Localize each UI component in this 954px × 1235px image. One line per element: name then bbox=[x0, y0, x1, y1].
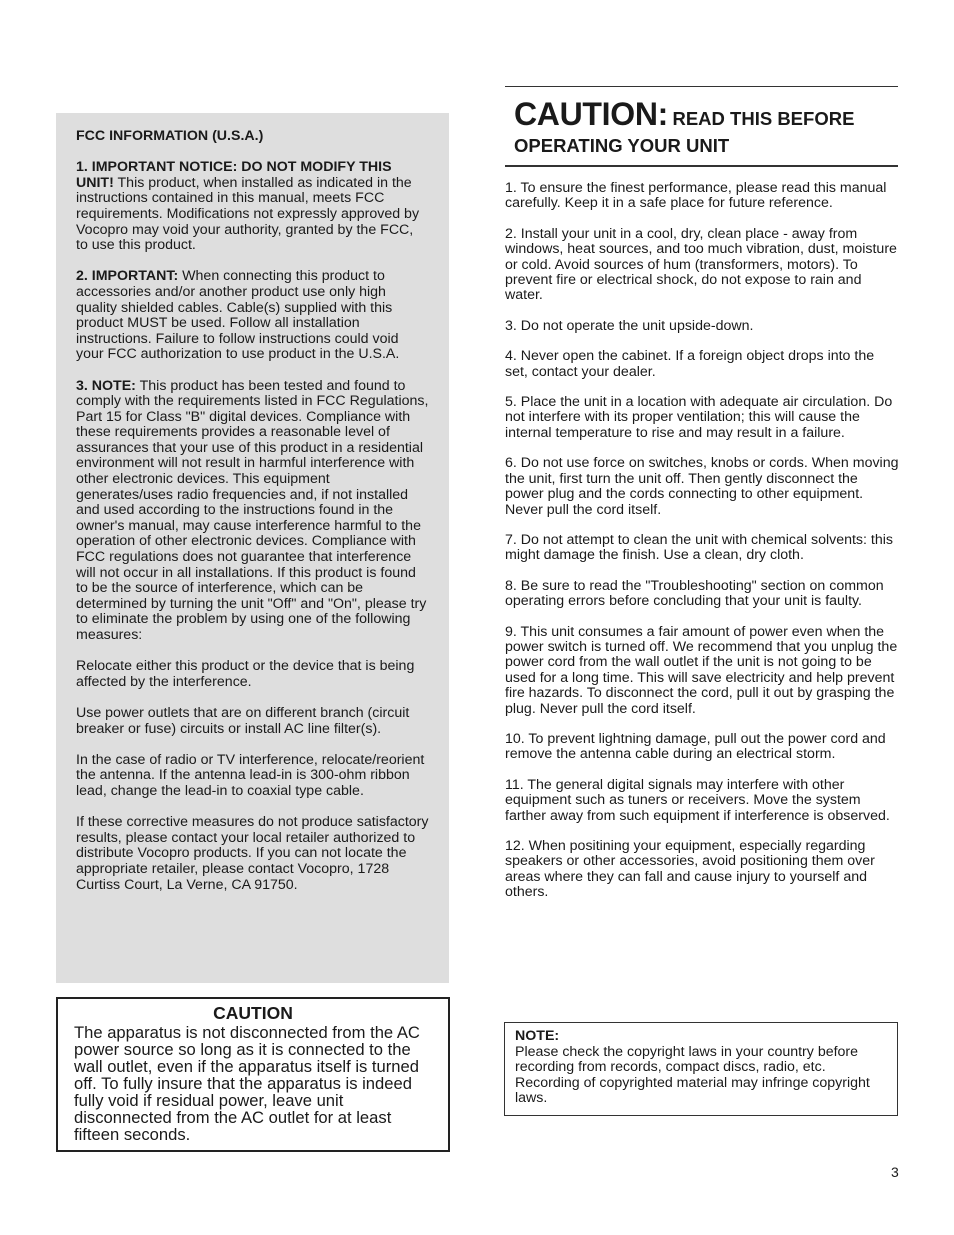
caution-heading-big: CAUTION: bbox=[514, 96, 669, 132]
fcc-notice-1: 1. IMPORTANT NOTICE: DO NOT MODIFY THIS UNIT! This product, when installed as indicated in the instructions contained in this manual, meets FCC requirements. Modifications not expressly approved by Vocopro may void your authority, granted by the FCC, to use this product. bbox=[76, 159, 420, 254]
caution-box-title: CAUTION bbox=[213, 1003, 293, 1023]
caution-item: 6. Do not use force on switches, knobs or cords. When moving the unit, first turn the unit off. Then gently disconnect the power plug and the cords connecting to other equipment. Never pull the cord itself. bbox=[505, 455, 899, 518]
caution-heading-line2: OPERATING YOUR UNIT bbox=[514, 135, 730, 156]
note-box bbox=[504, 1022, 898, 1116]
page-number: 3 bbox=[891, 1164, 899, 1180]
note-title: NOTE: bbox=[515, 1028, 560, 1044]
caution-item: 3. Do not operate the unit upside-down. bbox=[505, 317, 754, 334]
fcc-title: FCC INFORMATION (U.S.A.) bbox=[76, 128, 264, 144]
caution-box-text: The apparatus is not disconnected from the AC power source so long as it is connected to the wall outlet, even if the apparatus itself is turned off. To fully insure that the apparatus is indeed fully void if residual power, leave unit disconnected from the AC outlet for at least fifteen seconds. bbox=[74, 1023, 420, 1144]
fcc-measure-relocate: Relocate either this product or the device that is being affected by the interference. bbox=[76, 658, 415, 690]
caution-item: 2. Install your unit in a cool, dry, clean place - away from windows, heat sources, and too much vibration, dust, moisture or cold. Avoid sources of hum (transformers, motors). To prevent fire or electrical shock, do not expose to rain and water. bbox=[505, 225, 897, 304]
fcc-notice-2: 2. IMPORTANT: When connecting this product to accessories and/or another product use only high quality shielded cables. Cable(s) supplied with this product MUST be used. Follow all installation instructions. Failure to follow instructions could void your FCC authorization to use product in the U.S.A. bbox=[76, 268, 400, 363]
heading-top-rule bbox=[505, 86, 898, 87]
caution-item: 1. To ensure the finest performance, please read this manual carefully. Keep it in a safe place for future reference. bbox=[505, 180, 887, 212]
caution-item: 11. The general digital signals may interfere with other equipment such as tuners or receivers. Move the system farther away from such equipment if interference is observed. bbox=[505, 776, 890, 824]
caution-item: 12. When positining your equipment, especially regarding speakers or other accessories, avoid positioning them over areas where they can fall and cause injury to yourself and others. bbox=[505, 838, 875, 901]
note-text: Please check the copyright laws in your country before recording from records, compact discs, radio, etc. Recording of copyrighted material may infringe copyright laws. bbox=[515, 1043, 870, 1107]
fcc-measure-outlets: Use power outlets that are on different branch (circuit breaker or fuse) circuits or install AC line filter(s). bbox=[76, 704, 410, 737]
caution-heading-line1: READ THIS BEFORE bbox=[672, 108, 855, 129]
caution-list bbox=[505, 181, 900, 916]
caution-item: 4. Never open the cabinet. If a foreign object drops into the set, contact your dealer. bbox=[505, 348, 875, 380]
fcc-contact: If these corrective measures do not produce satisfactory results, please contact your local retailer authorized to distribute Vocopro products. If you can not locate the appropriate retailer, please contact Vocopro, 1728 Curtiss Court, La Verne, CA 91750. bbox=[76, 814, 429, 893]
caution-item: 8. Be sure to read the "Troubleshooting" section on common operating errors before concluding that your unit is faulty. bbox=[505, 577, 884, 610]
heading-bottom-rule bbox=[505, 165, 898, 167]
fcc-information-box bbox=[56, 113, 449, 983]
caution-item: 10. To prevent lightning damage, pull out the power cord and remove the antenna cable during an electrical storm. bbox=[505, 730, 886, 763]
caution-item: 5. Place the unit in a location with adequate air circulation. Do not interfere with its proper ventilation; this will cause the internal temperature to rise and may result in a failure. bbox=[505, 394, 893, 441]
caution-item: 9. This unit consumes a fair amount of power even when the power switch is turned off. We recommend that you unplug the power cord from the wall outlet if the unit is not going to be used for a long time. This will save electricity and help prevent fire hazards. To disconnect the cord, pull it out by grasping the plug. Never pull the cord itself. bbox=[505, 623, 898, 717]
caution-item: 7. Do not attempt to clean the unit with chemical solvents: this might damage the finish. Use a clean, dry cloth. bbox=[505, 531, 893, 564]
caution-box bbox=[56, 997, 450, 1152]
fcc-notice-3: 3. NOTE: This product has been tested and found to comply with the requirements listed in FCC Regulations, Part 15 for Class "B" digital devices. Compliance with these requirements provides a reasonable level of assurances that your use of this product in a residential environment will not result in harmful interference with other electronic devices. This equipment generates/uses radio frequencies and, if not installed and used according to the instructions found in the owner's manual, may cause interference harmful to the operation of other electronic devices. Compliance with FCC regulations does not guarantee that interference will not occur in all installations. If this product is found to be the source of interference, which can be determined by turning the unit "Off" and "On", please try to eliminate the problem by using one of the following measures: bbox=[76, 377, 429, 643]
fcc-measure-antenna: In the case of radio or TV interference, relocate/reorient the antenna. If the antenna lead-in is 300-ohm ribbon lead, change the lead-in to coaxial type cable. bbox=[76, 751, 425, 799]
caution-heading bbox=[514, 94, 894, 158]
